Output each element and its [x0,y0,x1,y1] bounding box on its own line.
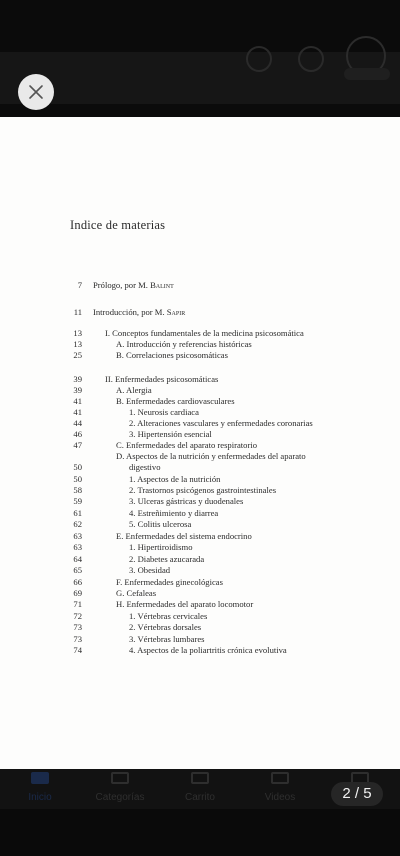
toc-page-number: 25 [73,350,82,360]
nav-item-videos[interactable]: Videos [240,769,320,809]
toc-entry [129,634,205,644]
toc-entry-text: D. Aspectos de la nutrición y enfermedades del aparato [116,451,306,461]
toc-page-number: 39 [73,385,82,395]
toc-entry-text: 2. Diabetes azucarada [129,554,205,564]
app-toolbar-dimmed [0,52,400,104]
toc-page-number: 13 [73,328,82,338]
toc-entry [129,645,287,655]
home-icon [31,772,49,784]
toc-entry [129,554,204,564]
toc-entry-text: digestivo [129,462,161,472]
table-of-contents [0,117,400,769]
toc-entry-text: A. Introducción y referencias históricas [116,339,252,349]
toc-page-number: 59 [73,496,82,506]
toc-page-number: 64 [73,554,82,564]
toc-entry [129,519,191,529]
toc-entry [129,474,220,484]
toc-entry [116,577,223,587]
toc-entry-text: 3. Ulceras gástricas y duodenales [129,496,244,506]
toc-page-number: 73 [73,622,82,632]
toc-page-number: 50 [73,462,82,472]
toc-entry [129,485,276,495]
toc-entry-text: I. Conceptos fundamentales de la medicina psicosomática [105,328,304,338]
toc-entry [129,462,161,472]
toc-entry-text: 3. Vértebras lumbares [129,634,205,644]
toc-page-number: 63 [73,542,82,552]
app-header-dimmed [0,0,400,117]
toc-entry-text: E. Enfermedades del sistema endocrino [116,531,252,541]
toc-entry [129,622,201,632]
toc-entry-text: 2. Trastornos psicógenos gastrointestinales [129,485,277,495]
toc-page-number: 13 [73,339,82,349]
toc-page-number: 47 [73,440,82,450]
toc-page-number: 62 [73,519,82,529]
toc-entry-text: A. Alergia [116,385,152,395]
document-image [0,117,400,769]
toc-page-number: 7 [77,280,82,290]
toc-entry [116,440,257,450]
toc-entry-text: B. Correlaciones psicosomáticas [116,350,228,360]
toc-entry-text: II. Enfermedades psicosomáticas [105,374,219,384]
toc-page-number: 72 [73,611,82,621]
nav-item-categorias[interactable]: Categorías [80,769,160,809]
search-icon [246,46,272,72]
toc-entry [116,350,228,360]
toc-entry [129,611,207,621]
nav-item-inicio[interactable]: Inicio [0,769,80,809]
toc-page-number: 11 [73,307,82,317]
notifications-icon [298,46,324,72]
image-counter: 2 / 5 [331,782,383,806]
status-badge [344,68,390,80]
toc-entry [93,307,185,317]
close-viewer-button[interactable] [18,74,54,110]
toc-entry-text: 3. Obesidad [129,565,171,575]
toc-entry-author: Balint [150,280,174,290]
toc-page-number: 71 [73,599,82,609]
toc-entry-text: Prólogo, por M. [93,280,151,290]
toc-entry [129,429,212,439]
close-icon [28,84,44,100]
toc-page-number: 50 [73,474,82,484]
system-nav-area [0,809,400,856]
nav-item-carrito[interactable]: Carrito [160,769,240,809]
toc-page-number: 66 [73,577,82,587]
toc-entry-text: 1. Hipertiroidismo [129,542,193,552]
toc-entry [116,385,152,395]
toc-entry-author: Sapir [166,307,186,317]
toc-page-number: 44 [73,418,82,428]
toc-entry-text: 5. Colitis ulcerosa [129,519,192,529]
toc-entry [116,396,235,406]
toc-entry [116,339,252,349]
toc-page-number: 63 [73,531,82,541]
toc-entry-text: 1. Aspectos de la nutrición [129,474,221,484]
toc-entry [129,496,243,506]
categories-icon [111,772,129,784]
toc-entry [116,588,156,598]
toc-entry [93,280,174,290]
toc-entry-text: 2. Vértebras dorsales [129,622,202,632]
toc-entry [116,599,253,609]
document-title: Indice de materias [70,218,166,232]
toc-entry [105,328,304,338]
toc-entry-text: B. Enfermedades cardiovasculares [116,396,235,406]
toc-page-number: 41 [73,396,82,406]
toc-entry [129,565,170,575]
toc-entry [129,407,199,417]
toc-page-number: 69 [73,588,82,598]
video-icon [271,772,289,784]
toc-entry-text: 1. Neurosis cardiaca [129,407,199,417]
toc-page-number: 58 [73,485,82,495]
toc-entry-text: 3. Hipertensión esencial [129,429,212,439]
toc-page-number: 73 [73,634,82,644]
toc-page-number: 74 [73,645,82,655]
toc-entry-text: F. Enfermedades ginecológicas [116,577,223,587]
toc-entry-text: 2. Alteraciones vasculares y enfermedades coronarias [129,418,313,428]
toc-entry-text: 4. Estreñimiento y diarrea [129,508,219,518]
toc-page-number: 46 [73,429,82,439]
toc-entry [105,374,218,384]
toc-entry-text: C. Enfermedades del aparato respiratorio [116,440,258,450]
toc-entry-text: 1. Vértebras cervicales [129,611,208,621]
toc-page-number: 39 [73,374,82,384]
toc-entry [129,508,218,518]
toc-entry [129,418,313,428]
toc-page-number: 61 [73,508,82,518]
toc-entry [116,451,306,461]
toc-page-number: 65 [73,565,82,575]
cart-icon [191,772,209,784]
toc-entry [129,542,193,552]
toc-entry-text: G. Cefaleas [116,588,157,598]
toc-entry-text: Introducción, por M. [93,307,167,317]
toc-entry [116,531,252,541]
toc-entry-text: H. Enfermedades del aparato locomotor [116,599,254,609]
toc-page-number: 41 [73,407,82,417]
toc-entry-text: 4. Aspectos de la poliartritis crónica evolutiva [129,645,287,655]
